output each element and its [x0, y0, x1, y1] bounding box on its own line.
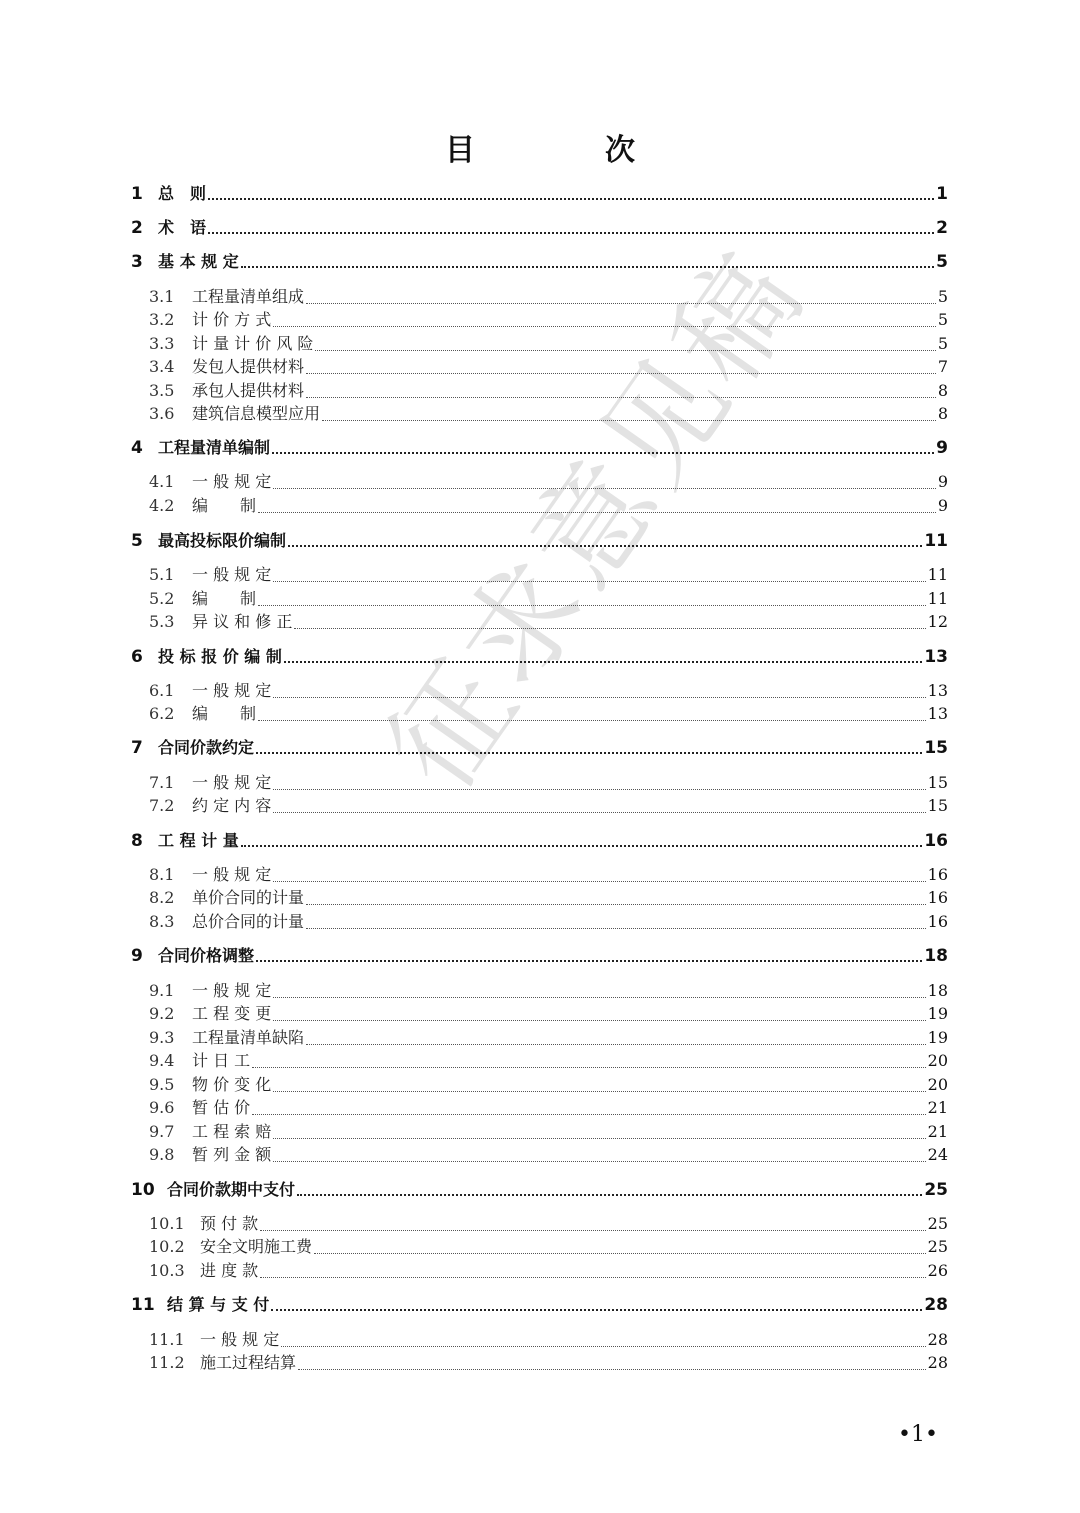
toc-entry-number: 6.1	[149, 681, 175, 700]
toc-entry-number: 8.1	[149, 865, 175, 884]
toc-dot-leader	[281, 1344, 925, 1347]
toc-entry-title: 最高投标限价编制	[158, 531, 287, 550]
toc-entry-number: 5	[131, 531, 143, 551]
toc-entry-title: 预 付 款	[200, 1214, 259, 1233]
toc-entry-number: 5.1	[149, 565, 175, 584]
toc-entry-title: 总价合同的计量	[192, 912, 305, 931]
toc-entry-title: 约 定 内 容	[192, 796, 272, 815]
toc-entry-number: 3.2	[149, 310, 175, 329]
toc-entry-number: 9.8	[149, 1145, 175, 1164]
toc-dot-leader	[294, 626, 925, 629]
toc-section-row[interactable]	[0, 794, 1080, 818]
toc-entry-title: 建筑信息模型应用	[192, 404, 321, 423]
toc-dot-leader	[273, 1136, 925, 1139]
toc-entry-number: 3	[131, 252, 143, 272]
toc-entry-title: 暂 列 金 额	[192, 1145, 272, 1164]
toc-page-number: 9	[936, 438, 948, 458]
toc-chapter-row[interactable]	[0, 216, 1080, 240]
toc-entry-number: 3.4	[149, 357, 175, 376]
toc-dot-leader	[273, 695, 925, 698]
toc-page-number: 24	[927, 1145, 948, 1164]
toc-section-row[interactable]	[0, 979, 1080, 1003]
toc-page-number: 8	[937, 404, 948, 423]
toc-entry-title: 单价合同的计量	[192, 888, 305, 907]
toc-entry-number: 5.2	[149, 589, 175, 608]
toc-dot-leader	[258, 510, 936, 513]
toc-chapter-row[interactable]	[0, 944, 1080, 968]
toc-entry-title: 合同价格调整	[158, 946, 255, 965]
toc-entry-title: 总 则	[158, 184, 207, 203]
toc-dot-leader	[273, 1159, 925, 1162]
toc-dot-leader	[208, 196, 934, 200]
toc-section-row[interactable]	[0, 1002, 1080, 1026]
toc-dot-leader	[273, 879, 925, 882]
toc-entry-title: 暂 估 价	[192, 1098, 251, 1117]
toc-page-number: 2	[936, 218, 948, 238]
toc-page-number: 16	[927, 865, 948, 884]
toc-entry-title: 工 程 计 量	[158, 831, 239, 850]
toc-dot-leader	[273, 1018, 925, 1021]
toc-entry-number: 9.1	[149, 981, 175, 1000]
toc-section-row[interactable]	[0, 494, 1080, 518]
toc-chapter-row[interactable]	[0, 1178, 1080, 1202]
toc-entry-number: 4.2	[149, 496, 175, 515]
toc-entry-number: 10	[131, 1180, 155, 1200]
toc-page-number: 5	[936, 252, 948, 272]
toc-entry-title: 施工过程结算	[200, 1353, 297, 1372]
toc-page-number: 13	[927, 681, 948, 700]
toc-entry-title: 计 量 计 价 风 险	[192, 334, 314, 353]
toc-page-number: 12	[927, 612, 948, 631]
toc-entry-number: 10.1	[149, 1214, 185, 1233]
toc-page-number: 11	[927, 565, 948, 584]
toc-section-row[interactable]	[0, 308, 1080, 332]
toc-entry-title: 工程量清单组成	[192, 287, 305, 306]
toc-entry-title: 一 般 规 定	[192, 865, 272, 884]
toc-entry-title: 进 度 款	[200, 1261, 259, 1280]
toc-section-row[interactable]	[0, 1073, 1080, 1097]
toc-entry-number: 9	[131, 946, 143, 966]
toc-dot-leader	[252, 1112, 925, 1115]
toc-section-row[interactable]	[0, 355, 1080, 379]
toc-section-row[interactable]	[0, 1096, 1080, 1120]
toc-chapter-row[interactable]	[0, 645, 1080, 669]
toc-section-row[interactable]	[0, 1049, 1080, 1073]
toc-section-row[interactable]	[0, 1259, 1080, 1283]
toc-dot-leader	[273, 995, 925, 998]
toc-page-number: 1	[936, 184, 948, 204]
toc-entry-title: 编 制	[192, 589, 257, 608]
toc-dot-leader	[306, 371, 936, 374]
toc-entry-number: 8	[131, 831, 143, 851]
toc-section-row[interactable]	[0, 563, 1080, 587]
toc-entry-title: 结 算 与 支 付	[167, 1295, 270, 1314]
toc-dot-leader	[314, 1251, 926, 1254]
toc-chapter-row[interactable]	[0, 436, 1080, 460]
toc-section-row[interactable]	[0, 1351, 1080, 1375]
toc-section-row[interactable]	[0, 332, 1080, 356]
toc-entry-title: 一 般 规 定	[200, 1330, 280, 1349]
toc-section-row[interactable]	[0, 285, 1080, 309]
toc-entry-number: 11.1	[149, 1330, 185, 1349]
toc-section-row[interactable]	[0, 910, 1080, 934]
toc-page-number: 7	[937, 357, 948, 376]
toc-page-number: 21	[927, 1122, 948, 1141]
toc-dot-leader	[258, 603, 926, 606]
toc-page-number: 26	[927, 1261, 948, 1280]
toc-section-row[interactable]	[0, 470, 1080, 494]
toc-entry-number: 10.2	[149, 1237, 185, 1256]
toc-entry-title: 承包人提供材料	[192, 381, 305, 400]
toc-dot-leader	[315, 348, 935, 351]
toc-entry-number: 7.2	[149, 796, 175, 815]
toc-section-row[interactable]	[0, 1212, 1080, 1236]
toc-section-row[interactable]	[0, 1143, 1080, 1167]
toc-dot-leader	[306, 1042, 926, 1045]
toc-dot-leader	[252, 1065, 925, 1068]
toc-dot-leader	[306, 926, 926, 929]
toc-section-row[interactable]	[0, 863, 1080, 887]
toc-dot-leader	[256, 958, 922, 962]
toc-entry-number: 4.1	[149, 472, 175, 491]
toc-entry-number: 3.5	[149, 381, 175, 400]
toc-dot-leader	[306, 902, 926, 905]
toc-dot-leader	[208, 230, 934, 234]
toc-entry-number: 5.3	[149, 612, 175, 631]
toc-section-row[interactable]	[0, 702, 1080, 726]
toc-page-number: 15	[924, 738, 948, 758]
toc-entry-number: 8.2	[149, 888, 175, 907]
toc-entry-number: 3.6	[149, 404, 175, 423]
toc-page-number: 5	[937, 287, 948, 306]
toc-entry-title: 一 般 规 定	[192, 565, 272, 584]
toc-dot-leader	[306, 301, 936, 304]
toc-section-row[interactable]	[0, 587, 1080, 611]
toc-section-row[interactable]	[0, 1235, 1080, 1259]
toc-entry-number: 3.1	[149, 287, 175, 306]
toc-entry-title: 物 价 变 化	[192, 1075, 272, 1094]
toc-dot-leader	[241, 264, 934, 268]
toc-section-row[interactable]	[0, 1120, 1080, 1144]
toc-entry-number: 8.3	[149, 912, 175, 931]
toc-entry-title: 安全文明施工费	[200, 1237, 313, 1256]
toc-page-number: 13	[924, 647, 948, 667]
toc-page-number: 19	[927, 1004, 948, 1023]
toc-entry-title: 编 制	[192, 496, 257, 515]
toc-entry-title: 合同价款期中支付	[167, 1180, 296, 1199]
toc-page-number: 16	[927, 888, 948, 907]
toc-chapter-row[interactable]	[0, 250, 1080, 274]
toc-page-number: 28	[927, 1330, 948, 1349]
toc-page-number: 25	[927, 1237, 948, 1256]
toc-entry-number: 7.1	[149, 773, 175, 792]
toc-dot-leader	[284, 659, 922, 663]
toc-entry-title: 一 般 规 定	[192, 472, 272, 491]
toc-entry-number: 11.2	[149, 1353, 185, 1372]
toc-page-number: 9	[937, 496, 948, 515]
toc-dot-leader	[258, 718, 926, 721]
toc-dot-leader	[256, 750, 922, 754]
toc-entry-number: 9.5	[149, 1075, 175, 1094]
toc-entry-number: 7	[131, 738, 143, 758]
toc-section-row[interactable]	[0, 402, 1080, 426]
toc-entry-title: 投 标 报 价 编 制	[158, 647, 282, 666]
toc-page-number: 15	[927, 773, 948, 792]
toc-page-number: 20	[927, 1075, 948, 1094]
toc-entry-title: 计 日 工	[192, 1051, 251, 1070]
toc-entry-title: 工 程 变 更	[192, 1004, 272, 1023]
toc-entry-number: 9.7	[149, 1122, 175, 1141]
toc-section-row[interactable]	[0, 679, 1080, 703]
toc-entry-number: 2	[131, 218, 143, 238]
toc-dot-leader	[260, 1275, 925, 1278]
toc-entry-number: 4	[131, 438, 143, 458]
toc-page-number: 9	[937, 472, 948, 491]
toc-entry-title: 编 制	[192, 704, 257, 723]
toc-dot-leader	[241, 843, 923, 847]
toc-section-row[interactable]	[0, 610, 1080, 634]
toc-page-number: 21	[927, 1098, 948, 1117]
toc-page-number: 25	[924, 1180, 948, 1200]
toc-dot-leader	[306, 395, 936, 398]
toc-chapter-row[interactable]	[0, 529, 1080, 553]
toc-section-row[interactable]	[0, 1328, 1080, 1352]
toc-entry-title: 发包人提供材料	[192, 357, 305, 376]
toc-entry-title: 工程量清单编制	[158, 438, 271, 457]
toc-entry-title: 基 本 规 定	[158, 252, 239, 271]
toc-section-row[interactable]	[0, 771, 1080, 795]
toc-entry-title: 工 程 索 赔	[192, 1122, 272, 1141]
toc-entry-title: 术 语	[158, 218, 207, 237]
toc-page-number: 11	[927, 589, 948, 608]
toc-dot-leader	[297, 1192, 922, 1196]
toc-dot-leader	[273, 324, 936, 327]
toc-page-number: 18	[924, 946, 948, 966]
toc-entry-number: 6.2	[149, 704, 175, 723]
toc-entry-number: 11	[131, 1295, 155, 1315]
toc-page-number: 16	[927, 912, 948, 931]
toc-entry-number: 10.3	[149, 1261, 185, 1280]
toc-entry-number: 9.3	[149, 1028, 175, 1047]
toc-entry-title: 计 价 方 式	[192, 310, 272, 329]
toc-dot-leader	[260, 1228, 925, 1231]
toc-dot-leader	[298, 1367, 926, 1370]
toc-chapter-row[interactable]	[0, 829, 1080, 853]
toc-entry-number: 9.4	[149, 1051, 175, 1070]
toc-page-number: 28	[927, 1353, 948, 1372]
toc-dot-leader	[288, 543, 922, 547]
toc-entry-title: 异 议 和 修 正	[192, 612, 293, 631]
toc-section-row[interactable]	[0, 886, 1080, 910]
toc-entry-title: 一 般 规 定	[192, 681, 272, 700]
page-title: 目 次	[445, 133, 685, 168]
toc-section-row[interactable]	[0, 1026, 1080, 1050]
toc-chapter-row[interactable]	[0, 1293, 1080, 1317]
toc-dot-leader	[271, 1307, 922, 1311]
toc-entry-number: 1	[131, 184, 143, 204]
toc-dot-leader	[272, 450, 934, 454]
toc-entry-number: 6	[131, 647, 143, 667]
toc-chapter-row[interactable]	[0, 182, 1080, 206]
toc-entry-number: 9.6	[149, 1098, 175, 1117]
toc-page-number: 25	[927, 1214, 948, 1233]
toc-page-number: 19	[927, 1028, 948, 1047]
toc-dot-leader	[273, 579, 925, 582]
watermark: 征求意见稿	[361, 227, 830, 815]
toc-entry-title: 工程量清单缺陷	[192, 1028, 305, 1047]
toc-page-number: 20	[927, 1051, 948, 1070]
toc-dot-leader	[273, 1089, 925, 1092]
toc-dot-leader	[273, 787, 925, 790]
toc-entry-title: 一 般 规 定	[192, 773, 272, 792]
toc-page-number: 13	[927, 704, 948, 723]
toc-page-number: 5	[937, 334, 948, 353]
toc-entry-title: 一 般 规 定	[192, 981, 272, 1000]
toc-page-number: 16	[924, 831, 948, 851]
toc-dot-leader	[273, 810, 925, 813]
toc-page-number: 15	[927, 796, 948, 815]
toc-page-number: 5	[937, 310, 948, 329]
toc-section-row[interactable]	[0, 379, 1080, 403]
toc-entry-number: 3.3	[149, 334, 175, 353]
toc-chapter-row[interactable]	[0, 736, 1080, 760]
page-number: •1•	[898, 1422, 938, 1447]
toc-entry-number: 9.2	[149, 1004, 175, 1023]
toc-dot-leader	[322, 418, 936, 421]
toc-entry-title: 合同价款约定	[158, 738, 255, 757]
toc-page-number: 28	[924, 1295, 948, 1315]
toc-page-number: 8	[937, 381, 948, 400]
toc-dot-leader	[273, 486, 936, 489]
toc-page-number: 18	[927, 981, 948, 1000]
toc-page-number: 11	[924, 531, 948, 551]
